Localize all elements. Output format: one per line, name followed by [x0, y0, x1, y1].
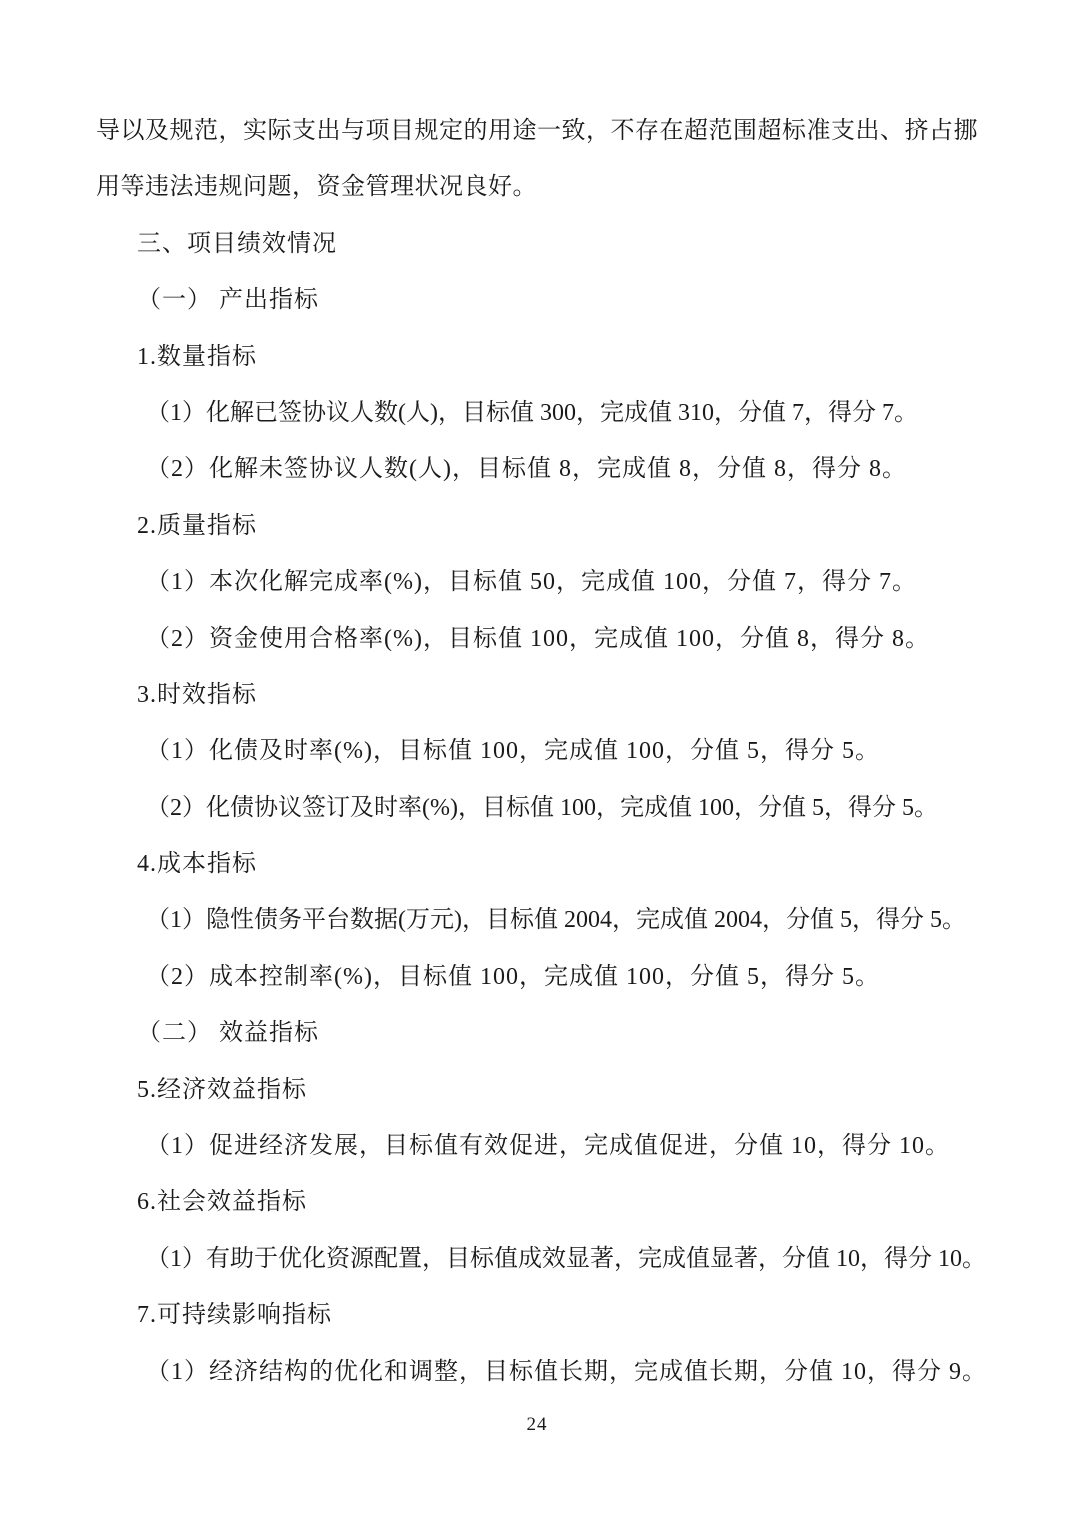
subsection-heading-benefit: （二） 效益指标	[137, 1020, 319, 1047]
page-number: 24	[526, 1414, 548, 1435]
section-heading: 三、项目绩效情况	[137, 230, 337, 257]
indicator-item: （1）促进经济发展，目标值有效促进，完成值促进，分值 10，得分 10。	[146, 1133, 950, 1160]
subsection-heading-output: （一） 产出指标	[137, 287, 319, 314]
paragraph-line: 导以及规范，实际支出与项目规定的用途一致，不存在超范围超标准支出、挤占挪	[96, 118, 978, 144]
indicator-item: （2）资金使用合格率(%)，目标值 100，完成值 100，分值 8，得分 8。	[146, 625, 930, 652]
indicator-item: （1）有助于优化资源配置，目标值成效显著，完成值显著，分值 10，得分 10。	[146, 1245, 986, 1272]
indicator-item: （1）本次化解完成率(%)，目标值 50，完成值 100，分值 7，得分 7。	[146, 569, 917, 596]
indicator-heading-quantity: 1.数量指标	[137, 343, 257, 370]
indicator-item: （2）化债协议签订及时率(%)，目标值 100，完成值 100，分值 5，得分 5。	[146, 794, 938, 821]
indicator-item: （2）化解未签协议人数(人)，目标值 8，完成值 8，分值 8，得分 8。	[146, 456, 907, 483]
paragraph-line: 用等违法违规问题，资金管理状况良好。	[96, 174, 537, 201]
indicator-item: （1）经济结构的优化和调整，目标值长期，完成值长期，分值 10，得分 9。	[146, 1358, 987, 1385]
indicator-heading-economic: 5.经济效益指标	[137, 1076, 307, 1103]
indicator-item: （1）隐性债务平台数据(万元)，目标值 2004，完成值 2004，分值 5，得分 5。	[146, 907, 966, 934]
indicator-heading-sustainability: 7.可持续影响指标	[137, 1302, 332, 1329]
indicator-heading-timeliness: 3.时效指标	[137, 681, 257, 708]
indicator-item: （2）成本控制率(%)，目标值 100，完成值 100，分值 5，得分 5。	[146, 963, 880, 990]
indicator-item: （1）化债及时率(%)，目标值 100，完成值 100，分值 5，得分 5。	[146, 738, 880, 765]
page-body	[96, 103, 987, 1400]
indicator-heading-cost: 4.成本指标	[137, 851, 257, 878]
indicator-item: （1）化解已签协议人数(人)，目标值 300，完成值 310，分值 7，得分 7。	[146, 399, 918, 426]
indicator-heading-social: 6.社会效益指标	[137, 1189, 307, 1216]
indicator-heading-quality: 2.质量指标	[137, 512, 257, 539]
